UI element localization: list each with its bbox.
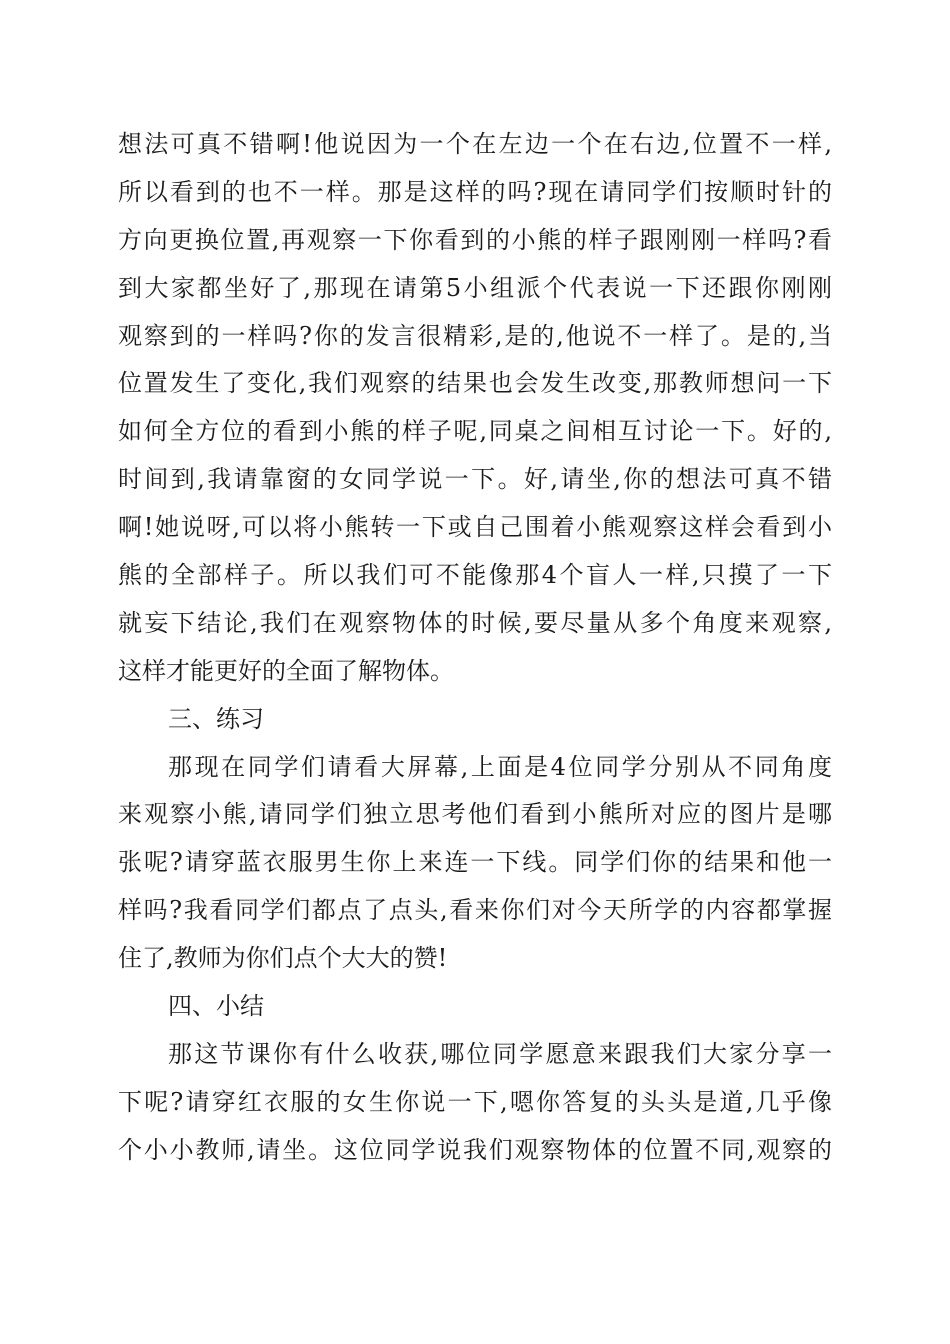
paragraph-summary xyxy=(118,1038,832,1182)
text-line: 观察到的一样吗?你的发言很精彩,是的,他说不一样了。是的,当 xyxy=(118,321,832,350)
text-line: 方向更换位置,再观察一下你看到的小熊的样子跟刚刚一样吗?看 xyxy=(118,225,832,254)
text-line: 那现在同学们请看大屏幕,上面是4位同学分别从不同角度 xyxy=(168,752,832,781)
section-heading-summary: 四、小结 xyxy=(168,992,264,1021)
text-line: 那这节课你有什么收获,哪位同学愿意来跟我们大家分享一 xyxy=(168,1039,832,1068)
text-line: 熊的全部样子。所以我们可不能像那4个盲人一样,只摸了一下 xyxy=(118,561,832,590)
text-line: 就妄下结论,我们在观察物体的时候,要尽量从多个角度来观察, xyxy=(118,608,832,637)
text-line: 样吗?我看同学们都点了点头,看来你们对今天所学的内容都掌握 xyxy=(118,896,832,925)
document-body xyxy=(118,128,832,1182)
text-line: 啊!她说呀,可以将小熊转一下或自己围着小熊观察这样会看到小 xyxy=(118,513,832,542)
text-line: 张呢?请穿蓝衣服男生你上来连一下线。同学们你的结果和他一 xyxy=(118,848,832,877)
text-line: 个小小教师,请坐。这位同学说我们观察物体的位置不同,观察的 xyxy=(118,1135,832,1164)
text-line: 到大家都坐好了,那现在请第5小组派个代表说一下还跟你刚刚 xyxy=(118,273,832,302)
text-line: 位置发生了变化,我们观察的结果也会发生改变,那教师想问一下 xyxy=(118,369,832,398)
text-line: 如何全方位的看到小熊的样子呢,同桌之间相互讨论一下。好的, xyxy=(118,417,832,446)
text-line: 所以看到的也不一样。那是这样的吗?现在请同学们按顺时针的 xyxy=(118,177,832,206)
text-line: 住了,教师为你们点个大大的赞! xyxy=(118,944,448,973)
text-line: 来观察小熊,请同学们独立思考他们看到小熊所对应的图片是哪 xyxy=(118,800,832,829)
section-heading-practice: 三、练习 xyxy=(168,704,264,733)
text-line: 时间到,我请靠窗的女同学说一下。好,请坐,你的想法可真不错 xyxy=(118,465,832,494)
text-line: 想法可真不错啊!他说因为一个在左边一个在右边,位置不一样, xyxy=(118,130,832,158)
paragraph-continuation xyxy=(118,128,832,703)
text-line: 这样才能更好的全面了解物体。 xyxy=(118,656,454,685)
text-line: 下呢?请穿红衣服的女生你说一下,嗯你答复的头头是道,几乎像 xyxy=(118,1087,832,1116)
paragraph-practice xyxy=(118,751,832,990)
